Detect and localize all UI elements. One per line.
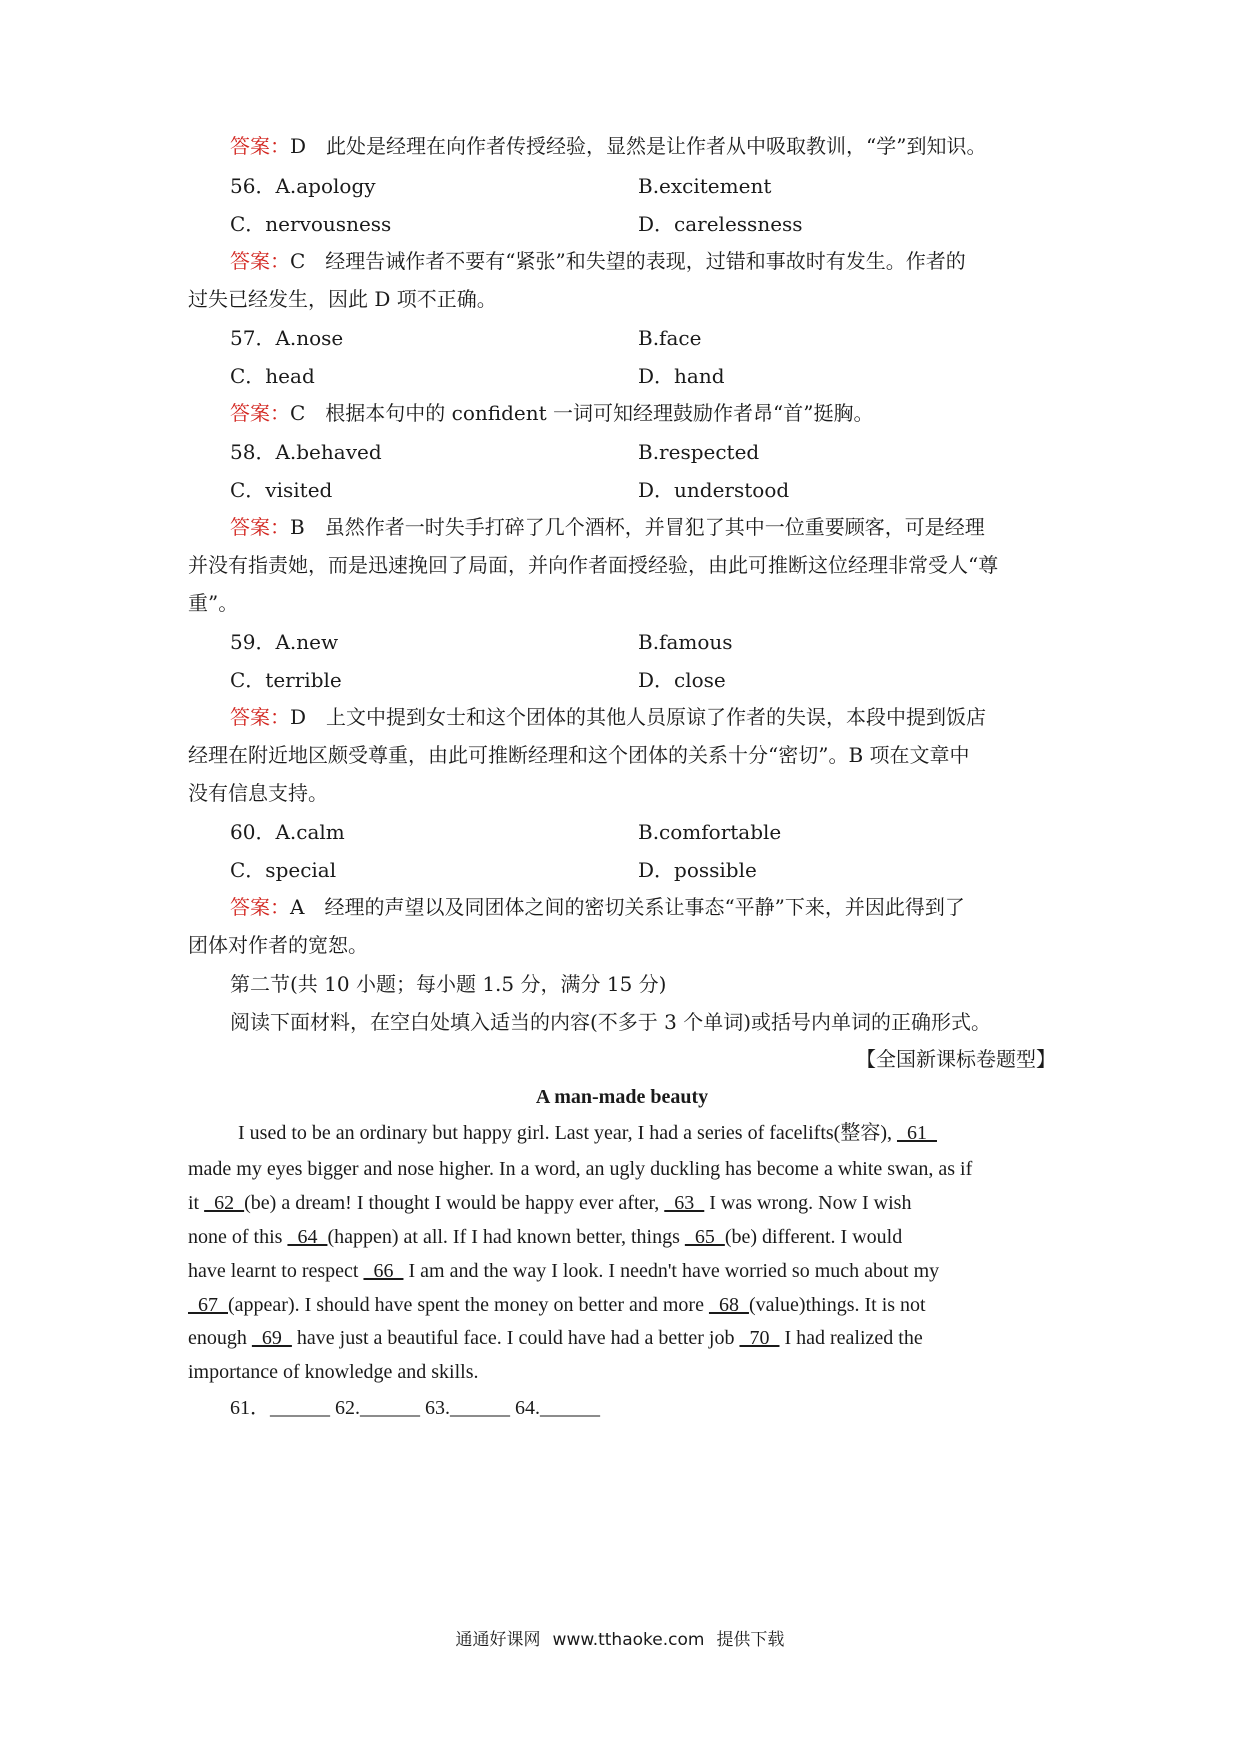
- answer-label: 答案：: [230, 401, 290, 425]
- passage-line-1: [238, 1118, 1056, 1148]
- answer-label: 答案：: [230, 134, 290, 158]
- passage-text: I was wrong. Now I wish: [704, 1192, 912, 1214]
- answer-text: A 经理的声望以及同团体之间的密切关系让事态“平静”下来，并因此得到了: [290, 895, 965, 919]
- fill-in-line: 61．______ 62.______ 63.______ 64.______: [230, 1397, 600, 1419]
- answer-58-cont: 并没有指责她，而是迅速挽回了局面，并向作者面授经验，由此可推断这位经理非常受人“尊: [188, 553, 999, 577]
- passage-text: (be) different. I would: [724, 1226, 903, 1248]
- answer-text: C 经理告诫作者不要有“紧张”和失望的表现，过错和事故时有发生。作者的: [290, 249, 966, 273]
- answer-text: D 此处是经理在向作者传授经验，显然是让作者从中吸取教训，“学”到知识。: [290, 134, 987, 158]
- passage-line-6: [188, 1290, 1056, 1320]
- answer-59-cont: 经理在附近地区颇受尊重，由此可推断经理和这个团体的关系十分“密切”。B 项在文章中: [188, 743, 970, 767]
- passage-text: I am and the way I look. I needn't have worried so much about my: [403, 1260, 940, 1282]
- option-d: D．understood: [638, 478, 790, 502]
- answer-56-cont: 过失已经发生，因此 D 项不正确。: [188, 287, 497, 311]
- passage-text: have learnt to respect: [188, 1260, 364, 1282]
- passage-text: (value)things. It is not: [748, 1294, 926, 1316]
- option-b: B.excitement: [638, 174, 772, 198]
- answer-58-cont2: 重”。: [188, 591, 239, 615]
- blank-69: 69: [251, 1327, 292, 1349]
- answer-label: 答案：: [230, 249, 290, 273]
- option-d: D．hand: [638, 364, 725, 388]
- blank-63: 63: [664, 1192, 705, 1214]
- option-a: 58．A.behaved: [230, 440, 382, 464]
- option-c: C．terrible: [230, 668, 342, 692]
- passage-line-2: made my eyes bigger and nose higher. In a word, an ugly duckling has become a white swan, as if: [188, 1158, 973, 1180]
- blank-64: 64: [287, 1226, 328, 1248]
- option-b: B.famous: [638, 630, 733, 654]
- option-d: D．carelessness: [638, 212, 803, 236]
- option-c: C．visited: [230, 478, 333, 502]
- option-c: C．special: [230, 858, 337, 882]
- passage-text: (happen) at all. If I had known better, things: [327, 1226, 685, 1248]
- blank-62: 62: [204, 1192, 245, 1214]
- passage-line-8: importance of knowledge and skills.: [188, 1361, 479, 1383]
- answer-59: [230, 702, 1056, 732]
- answer-text: B 虽然作者一时失手打碎了几个酒杯，并冒犯了其中一位重要顾客，可是经理: [290, 515, 985, 539]
- answer-text: D 上文中提到女士和这个团体的其他人员原谅了作者的失误，本段中提到饭店: [290, 705, 987, 729]
- passage-text: it: [188, 1192, 205, 1214]
- answer-label: 答案：: [230, 515, 290, 539]
- option-a: 57．A.nose: [230, 326, 344, 350]
- answer-label: 答案：: [230, 895, 290, 919]
- option-b: B.respected: [638, 440, 760, 464]
- answer-60-cont: 团体对作者的宽恕。: [188, 933, 368, 957]
- footer-suffix: 提供下载: [716, 1630, 785, 1650]
- answer-60: [230, 892, 1056, 922]
- passage-text: (appear). I should have spent the money on better and more: [228, 1294, 709, 1316]
- option-b: B.face: [638, 326, 702, 350]
- option-c: C．nervousness: [230, 212, 392, 236]
- answer-57: [230, 398, 1056, 428]
- option-a: 59．A.new: [230, 630, 339, 654]
- answer-text: C 根据本句中的 confident 一词可知经理鼓励作者昂“首”挺胸。: [290, 401, 874, 425]
- blank-70: 70: [739, 1327, 780, 1349]
- footer-site: 通通好课网: [455, 1630, 541, 1650]
- blank-65: 65: [684, 1226, 725, 1248]
- answer-label: 答案：: [230, 705, 290, 729]
- blank-68: 68: [708, 1294, 749, 1316]
- option-c: C．head: [230, 364, 315, 388]
- answer-55: [230, 131, 1056, 161]
- option-a: 56．A.apology: [230, 174, 376, 198]
- footer-url: www.tthaoke.com: [552, 1630, 705, 1650]
- answer-59-cont2: 没有信息支持。: [188, 781, 328, 805]
- answer-58: [230, 512, 1056, 542]
- blank-61: 61: [896, 1122, 937, 1144]
- passage-text: (be) a dream! I thought I would be happy ever after,: [244, 1192, 665, 1214]
- page-footer: [0, 1628, 1240, 1652]
- option-d: D．close: [638, 668, 726, 692]
- passage-line-4: [188, 1222, 1056, 1252]
- passage-line-5: [188, 1256, 1056, 1286]
- blank-66: 66: [363, 1260, 404, 1282]
- option-b: B.comfortable: [638, 820, 782, 844]
- option-a: 60．A.calm: [230, 820, 345, 844]
- section-tag: 【全国新课标卷题型】: [856, 1047, 1056, 1071]
- passage-text: have just a beautiful face. I could have had a better job: [291, 1327, 740, 1349]
- passage-text: I had realized the: [779, 1327, 923, 1349]
- passage-text: enough: [188, 1327, 252, 1349]
- passage-line-7: [188, 1323, 1056, 1353]
- section-instruction: 阅读下面材料，在空白处填入适当的内容(不多于 3 个单词)或括号内单词的正确形式。: [230, 1010, 992, 1034]
- passage-text: none of this: [188, 1226, 288, 1248]
- option-d: D．possible: [638, 858, 757, 882]
- answer-56: [230, 246, 1056, 276]
- blank-67: 67: [188, 1294, 228, 1316]
- passage-title: A man-made beauty: [535, 1086, 709, 1108]
- section-heading: 第二节(共 10 小题；每小题 1.5 分，满分 15 分): [230, 972, 667, 996]
- passage-text: I used to be an ordinary but happy girl. Last year, I had a series of facelifts(整容),: [238, 1122, 897, 1144]
- passage-line-3: [188, 1188, 1056, 1218]
